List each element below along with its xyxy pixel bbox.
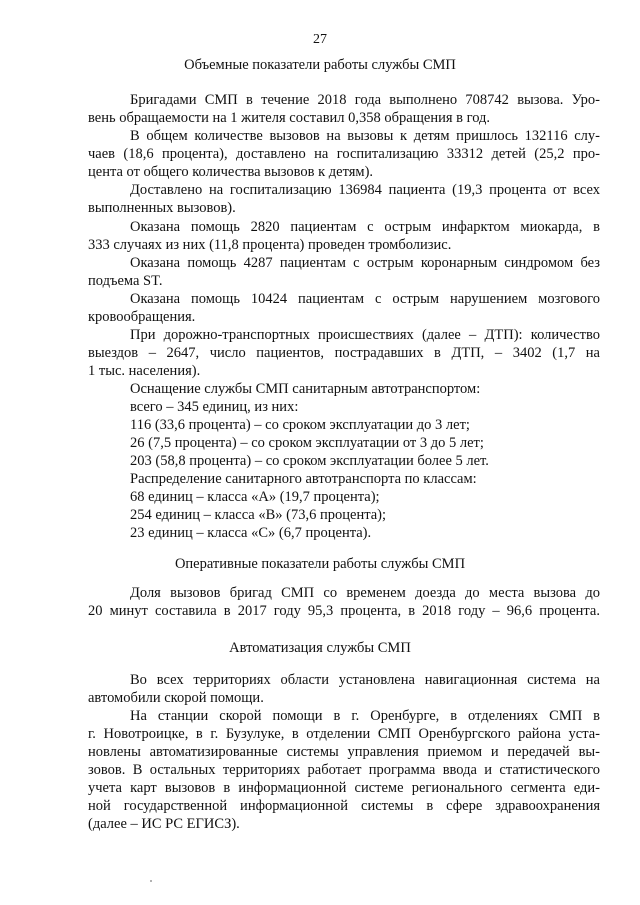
paragraph-line: цента от общего количества вызовов к детям). bbox=[88, 164, 374, 180]
paragraph-line: Оказана помощь 2820 пациентам с острым инфарктом миокарда, в bbox=[130, 219, 600, 235]
paragraph-line: 203 (58,8 процента) – со сроком эксплуатации более 5 лет. bbox=[130, 453, 489, 469]
paragraph-line: выполненных вызовов). bbox=[88, 200, 236, 216]
paragraph-line: 254 единиц – класса «В» (73,6 процента); bbox=[130, 507, 387, 523]
paragraph-line: Доля вызовов бригад СМП со временем доезда до места вызова до bbox=[130, 585, 600, 601]
page-number: 27 bbox=[313, 32, 327, 47]
paragraph-line: Оказана помощь 4287 пациентам с острым коронарным синдромом без bbox=[130, 255, 600, 271]
paragraph-line: При дорожно-транспортных происшествиях (далее – ДТП): количество bbox=[130, 327, 600, 343]
paragraph-line: 333 случаях из них (11,8 процента) проведен тромболизис. bbox=[88, 237, 452, 253]
paragraph-line: Оснащение службы СМП санитарным автотранспортом: bbox=[130, 381, 481, 397]
paragraph-line: подъема ST. bbox=[88, 273, 163, 289]
paragraph-line: всего – 345 единиц, из них: bbox=[130, 399, 299, 415]
paragraph-line: Доставлено на госпитализацию 136984 пациента (19,3 процента от всех bbox=[130, 182, 600, 198]
paragraph-line: 116 (33,6 процента) – со сроком эксплуатации до 3 лет; bbox=[130, 417, 470, 433]
paragraph-line: Распределение санитарного автотранспорта по классам: bbox=[130, 471, 477, 487]
paragraph-line: На станции скорой помощи в г. Оренбурге, в отделениях СМП в bbox=[130, 708, 600, 724]
paragraph-line: Во всех территориях области установлена навигационная система на bbox=[130, 672, 600, 688]
paragraph-line: 20 минут составила в 2017 году 95,3 процента, в 2018 году – 96,6 процента. bbox=[88, 603, 600, 619]
paragraph-line: 26 (7,5 процента) – со сроком эксплуатации от 3 до 5 лет; bbox=[130, 435, 484, 451]
paragraph-line: Бригадами СМП в течение 2018 года выполнено 708742 вызова. Уро- bbox=[130, 92, 600, 108]
paragraph-line: г. Новотроицке, в г. Бузулуке, в отделении СМП Оренбургского района уста- bbox=[88, 726, 600, 742]
paragraph-line: 68 единиц – класса «А» (19,7 процента); bbox=[130, 489, 380, 505]
paragraph-line: выездов – 2647, число пациентов, пострадавших в ДТП, – 3402 (1,7 на bbox=[88, 345, 600, 361]
paragraph-line: зовов. В остальных территориях работает программа ввода и статистического bbox=[88, 762, 600, 778]
paragraph-line: учета карт вызовов в информационной системе регионального сегмента еди- bbox=[88, 780, 600, 796]
paragraph-line: 23 единиц – класса «С» (6,7 процента). bbox=[130, 525, 372, 541]
section-heading-automation: Автоматизация службы СМП bbox=[229, 640, 411, 656]
paragraph-line: ной государственной информационной системы в сфере здравоохранения bbox=[88, 798, 600, 814]
paragraph-line: (далее – ИС РС ЕГИСЗ). bbox=[88, 816, 240, 832]
scan-speck bbox=[150, 880, 152, 882]
paragraph-line: кровообращения. bbox=[88, 309, 196, 325]
paragraph-line: вень обращаемости на 1 жителя составил 0,358 обращения в год. bbox=[88, 110, 491, 126]
paragraph-line: В общем количестве вызовов на вызовы к детям пришлось 132116 слу- bbox=[130, 128, 600, 144]
section-heading-volume: Объемные показатели работы службы СМП bbox=[184, 57, 456, 73]
paragraph-line: Оказана помощь 10424 пациентам с острым нарушением мозгового bbox=[130, 291, 600, 307]
paragraph-line: автомобили скорой помощи. bbox=[88, 690, 264, 706]
paragraph-line: новлены автоматизированные системы управления приемом и передачей вы- bbox=[88, 744, 600, 760]
paragraph-line: чаев (18,6 процента), доставлено на госпитализацию 33312 детей (25,2 про- bbox=[88, 146, 600, 162]
section-heading-operational: Оперативные показатели работы службы СМП bbox=[174, 556, 466, 572]
paragraph-line: 1 тыс. населения). bbox=[88, 363, 201, 379]
